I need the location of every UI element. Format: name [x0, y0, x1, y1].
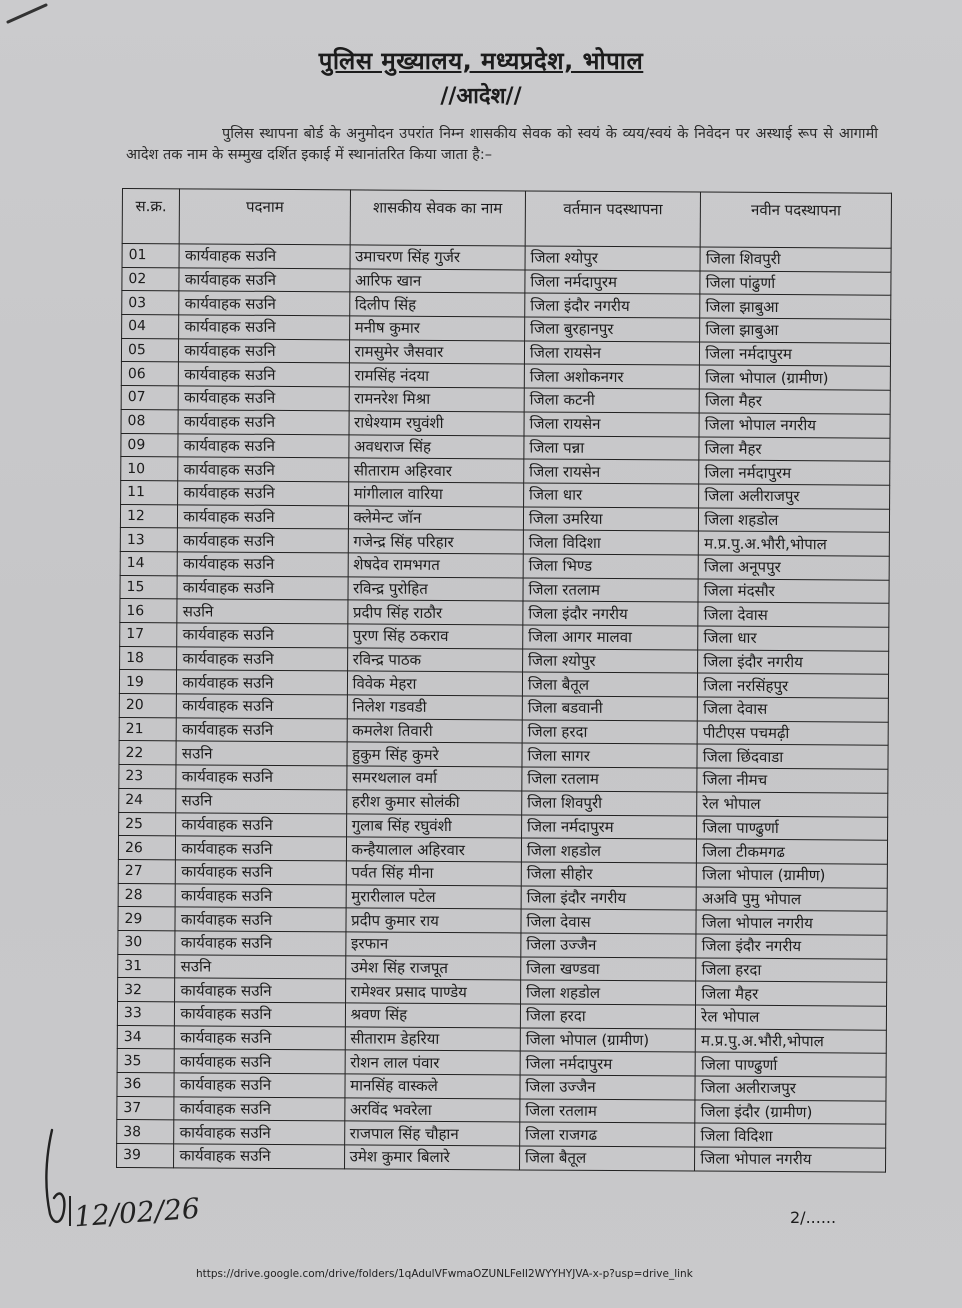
cell-serial: 25	[119, 812, 177, 836]
cell-new-posting: जिला भोपाल नगरीय	[699, 413, 890, 438]
cell-employee-name: पर्वत सिंह मीना	[346, 861, 521, 886]
cell-designation: कार्यवाहक सउनि	[178, 457, 348, 482]
cell-employee-name: विवेक मेहरा	[347, 671, 522, 696]
cell-current-posting: जिला रायसेन	[524, 412, 699, 437]
cell-serial: 09	[121, 433, 179, 457]
cell-new-posting: जिला अनूपपुर	[698, 555, 889, 580]
cell-new-posting: रेल भोपाल	[696, 1005, 887, 1030]
cell-designation: कार्यवाहक सउनि	[177, 670, 347, 695]
cell-serial: 03	[122, 291, 180, 315]
cell-serial: 31	[118, 954, 176, 978]
cell-current-posting: जिला श्योपुर	[525, 246, 700, 271]
cell-new-posting: जिला भोपाल नगरीय	[696, 910, 887, 935]
cell-new-posting: जिला देवास	[698, 602, 889, 627]
cell-current-posting: जिला धार	[523, 483, 698, 508]
table-row	[117, 1144, 886, 1172]
cell-new-posting: जिला शहडोल	[699, 508, 890, 533]
cell-employee-name: राधेश्याम रघुवंशी	[349, 411, 524, 436]
cell-employee-name: राजपाल सिंह चौहान	[344, 1121, 519, 1146]
cell-current-posting: जिला उज्जैन	[521, 933, 696, 958]
cell-employee-name: मानसिंह वास्कले	[345, 1074, 520, 1099]
page-number: 2/......	[790, 1208, 837, 1227]
cell-new-posting: जिला इंदौर नगरीय	[696, 934, 887, 959]
cell-employee-name: समरथलाल वर्मा	[346, 766, 521, 791]
cell-current-posting: जिला शहडोल	[521, 838, 696, 863]
document-subtitle: //आदेश//	[440, 84, 522, 109]
cell-designation: कार्यवाहक सउनि	[175, 1002, 345, 1027]
cell-employee-name: मांगीलाल वारिया	[348, 482, 523, 507]
cell-employee-name: हुकुम सिंह कुमरे	[347, 742, 522, 767]
cell-serial: 08	[121, 409, 179, 433]
cell-current-posting: जिला विदिशा	[523, 530, 698, 555]
cell-serial: 32	[118, 978, 176, 1002]
cell-employee-name: सीताराम अहिरवार	[348, 458, 523, 483]
cell-designation: कार्यवाहक सउनि	[176, 836, 346, 861]
cell-current-posting: जिला उज्जैन	[520, 1075, 695, 1100]
cell-employee-name: दिलीप सिंह	[349, 292, 524, 317]
cell-current-posting: जिला इंदौर नगरीय	[525, 293, 700, 318]
cell-new-posting: जिला अलीराजपुर	[699, 484, 890, 509]
cell-employee-name: रामनरेश मिश्रा	[349, 387, 524, 412]
cell-designation: कार्यवाहक सउनि	[174, 1120, 344, 1145]
cell-current-posting: जिला देवास	[521, 909, 696, 934]
cell-employee-name: रामसिंह नंदया	[349, 363, 524, 388]
cell-current-posting: जिला नर्मदापुरम	[525, 270, 700, 295]
signature-date: 12/02/26	[73, 1191, 201, 1234]
cell-new-posting: म.प्र.पु.अ.भौरी,भोपाल	[695, 1029, 886, 1054]
cell-employee-name: रामेश्वर प्रसाद पाण्डेय	[345, 979, 520, 1004]
cell-employee-name: अरविंद भवरेला	[344, 1098, 519, 1123]
cell-current-posting: जिला हरदा	[522, 720, 697, 745]
cell-designation: कार्यवाहक सउनि	[178, 528, 348, 553]
cell-serial: 28	[118, 883, 176, 907]
cell-current-posting: जिला कटनी	[524, 388, 699, 413]
cell-employee-name: हरीश कुमार सोलंकी	[346, 790, 521, 815]
cell-current-posting: जिला शिवपुरी	[522, 791, 697, 816]
cell-current-posting: जिला शहडोल	[520, 980, 695, 1005]
cell-designation: कार्यवाहक सउनि	[177, 623, 347, 648]
cell-serial: 17	[120, 622, 178, 646]
cell-employee-name: इरफान	[345, 932, 520, 957]
cell-new-posting: जिला पाण्ढुर्णा	[695, 1052, 886, 1077]
cell-new-posting: जिला झाबुआ	[700, 294, 891, 319]
cell-current-posting: जिला नर्मदापुरम	[520, 1051, 695, 1076]
cell-designation: कार्यवाहक सउनि	[175, 1049, 345, 1074]
cell-employee-name: निलेश गडवडी	[347, 695, 522, 720]
cell-serial: 10	[121, 457, 179, 481]
cell-current-posting: जिला उमरिया	[523, 507, 698, 532]
cell-current-posting: जिला इंदौर नगरीय	[521, 886, 696, 911]
document-title: पुलिस मुख्यालय, मध्यप्रदेश, भोपाल	[318, 47, 644, 75]
cell-serial: 23	[119, 765, 177, 789]
cell-new-posting: जिला पांढुर्णा	[700, 271, 891, 296]
cell-current-posting: जिला रतलाम	[523, 578, 698, 603]
cell-serial: 35	[117, 1049, 175, 1073]
cell-employee-name: कमलेश तिवारी	[347, 719, 522, 744]
cell-new-posting: जिला भोपाल (ग्रामीण)	[700, 365, 891, 390]
cell-current-posting: जिला रायसेन	[524, 459, 699, 484]
cell-serial: 37	[117, 1096, 175, 1120]
cell-new-posting: जिला भोपाल (ग्रामीण)	[697, 863, 888, 888]
cell-serial: 39	[117, 1144, 175, 1168]
cell-designation: कार्यवाहक सउनि	[177, 694, 347, 719]
cell-new-posting: जिला नर्मदापुरम	[699, 460, 890, 485]
cell-current-posting: जिला हरदा	[520, 1004, 695, 1029]
cell-new-posting: रेल भोपाल	[697, 792, 888, 817]
cell-serial: 19	[119, 670, 177, 694]
cell-serial: 38	[117, 1120, 175, 1144]
cell-employee-name: उमेश कुमार बिलारे	[344, 1145, 519, 1170]
order-intro-paragraph: पुलिस स्थापना बोर्ड के अनुमोदन उपरांत निम्न शासकीय सेवक को स्वयं के व्यय/स्वयं के निवेदन पर अस्थाई रूप से आगामी आदेश तक नाम के सम्मुख दर्शित इकाई में स्थानांतरित किया जाता है:–	[126, 126, 878, 163]
cell-current-posting: जिला अशोकनगर	[524, 364, 699, 389]
cell-new-posting: जिला नर्मदापुरम	[700, 342, 891, 367]
cell-designation: कार्यवाहक सउनि	[177, 718, 347, 743]
cell-designation: कार्यवाहक सउनि	[179, 339, 349, 364]
header-employee-name: शासकीय सेवक का नाम	[350, 190, 526, 246]
cell-serial: 24	[119, 788, 177, 812]
cell-serial: 27	[118, 859, 176, 883]
table-body	[117, 244, 892, 1172]
header-designation: पदनाम	[180, 189, 351, 245]
cell-serial: 06	[121, 362, 179, 386]
cell-current-posting: जिला आगर मालवा	[523, 625, 698, 650]
cell-designation: कार्यवाहक सउनि	[175, 978, 345, 1003]
cell-employee-name: शेषदेव रामभगत	[348, 553, 523, 578]
cell-current-posting: जिला इंदौर नगरीय	[523, 601, 698, 626]
cell-designation: कार्यवाहक सउनि	[175, 907, 345, 932]
cell-employee-name: श्रवण सिंह	[345, 1003, 520, 1028]
cell-serial: 02	[122, 267, 180, 291]
cell-current-posting: जिला बैतूल	[522, 672, 697, 697]
cell-new-posting: जिला इंदौर नगरीय	[698, 650, 889, 675]
cell-designation: कार्यवाहक सउनि	[178, 552, 348, 577]
cell-designation: कार्यवाहक सउनि	[178, 481, 348, 506]
cell-designation: कार्यवाहक सउनि	[176, 860, 346, 885]
cell-designation: कार्यवाहक सउनि	[179, 362, 349, 387]
cell-new-posting: जिला शिवपुरी	[700, 247, 891, 272]
transfer-table	[116, 188, 892, 1172]
cell-designation: कार्यवाहक सउनि	[175, 1026, 345, 1051]
cell-current-posting: जिला नर्मदापुरम	[521, 814, 696, 839]
cell-designation: सउनि	[176, 741, 346, 766]
cell-designation: कार्यवाहक सउनि	[179, 315, 349, 340]
cell-serial: 07	[121, 386, 179, 410]
cell-new-posting: जिला इंदौर (ग्रामीण)	[695, 1100, 886, 1125]
cell-employee-name: रविन्द्र पुरोहित	[348, 577, 523, 602]
cell-serial: 34	[117, 1025, 175, 1049]
pen-stroke-mark	[6, 2, 50, 24]
cell-serial: 26	[118, 836, 176, 860]
cell-serial: 20	[119, 694, 177, 718]
cell-designation: कार्यवाहक सउनि	[177, 647, 347, 672]
cell-serial: 33	[117, 1001, 175, 1025]
cell-designation: कार्यवाहक सउनि	[179, 244, 349, 269]
cell-designation: कार्यवाहक सउनि	[179, 268, 349, 293]
cell-employee-name: गुलाब सिंह रघुवंशी	[346, 813, 521, 838]
cell-current-posting: जिला रतलाम	[522, 767, 697, 792]
cell-current-posting: जिला रायसेन	[524, 341, 699, 366]
cell-serial: 36	[117, 1073, 175, 1097]
cell-designation: कार्यवाहक सउनि	[176, 883, 346, 908]
cell-serial: 04	[122, 315, 180, 339]
drive-link[interactable]: https://drive.google.com/drive/folders/1qAdulVFwmaOZUNLFeII2WYYHYJVA-x-p?usp=drive_link	[196, 1268, 693, 1280]
cell-employee-name: रोशन लाल पंवार	[345, 1050, 520, 1075]
header-serial: स.क्र.	[122, 189, 180, 244]
cell-current-posting: जिला भिण्ड	[523, 554, 698, 579]
cell-employee-name: सीताराम डेहरिया	[345, 1027, 520, 1052]
cell-serial: 21	[119, 717, 177, 741]
cell-new-posting: म.प्र.पु.अ.भौरी,भोपाल	[699, 531, 890, 556]
cell-new-posting: जिला छिंदवाडा	[697, 744, 888, 769]
cell-employee-name: गजेन्द्र सिंह परिहार	[348, 529, 523, 554]
cell-serial: 29	[118, 907, 176, 931]
cell-serial: 18	[120, 646, 178, 670]
cell-employee-name: प्रदीप कुमार राय	[346, 908, 521, 933]
cell-designation: कार्यवाहक सउनि	[178, 504, 348, 529]
cell-current-posting: जिला बैतूल	[519, 1146, 694, 1171]
cell-current-posting: जिला सागर	[522, 743, 697, 768]
cell-designation: कार्यवाहक सउनि	[178, 433, 348, 458]
cell-employee-name: रविन्द्र पाठक	[347, 648, 522, 673]
cell-employee-name: मुरारीलाल पटेल	[346, 884, 521, 909]
cell-new-posting: जिला धार	[698, 626, 889, 651]
cell-new-posting: जिला टीकमगढ	[697, 839, 888, 864]
cell-new-posting: जिला विदिशा	[695, 1123, 886, 1148]
cell-current-posting: जिला श्योपुर	[522, 649, 697, 674]
cell-new-posting: जिला मैहर	[696, 981, 887, 1006]
cell-current-posting: जिला खण्डवा	[521, 957, 696, 982]
cell-employee-name: उमाचरण सिंह गुर्जर	[350, 245, 525, 270]
cell-employee-name: अवधराज सिंह	[348, 434, 523, 459]
cell-serial: 12	[120, 504, 178, 528]
cell-new-posting: जिला नीमच	[697, 768, 888, 793]
cell-serial: 11	[121, 480, 179, 504]
cell-current-posting: जिला बडवानी	[522, 696, 697, 721]
cell-new-posting: जिला अलीराजपुर	[695, 1076, 886, 1101]
header-new-posting: नवीन पदस्थापना	[700, 192, 891, 248]
cell-new-posting: जिला झाबुआ	[700, 318, 891, 343]
cell-designation: कार्यवाहक सउनि	[174, 1097, 344, 1122]
cell-designation: कार्यवाहक सउनि	[176, 765, 346, 790]
cell-new-posting: अअवि पुमु भोपाल	[696, 887, 887, 912]
cell-new-posting: जिला नरसिंहपुर	[698, 673, 889, 698]
cell-serial: 01	[122, 244, 180, 268]
cell-current-posting: जिला सीहोर	[521, 862, 696, 887]
cell-serial: 16	[120, 599, 178, 623]
cell-designation: कार्यवाहक सउनि	[179, 386, 349, 411]
cell-serial: 30	[118, 930, 176, 954]
cell-employee-name: आरिफ खान	[349, 269, 524, 294]
cell-serial: 15	[120, 575, 178, 599]
cell-new-posting: जिला हरदा	[696, 958, 887, 983]
cell-employee-name: क्लेमेन्ट जॉन	[348, 505, 523, 530]
cell-employee-name: मनीष कुमार	[349, 316, 524, 341]
cell-current-posting: जिला भोपाल (ग्रामीण)	[520, 1028, 695, 1053]
cell-current-posting: जिला पन्ना	[524, 435, 699, 460]
cell-designation: सउनि	[175, 954, 345, 979]
cell-employee-name: प्रदीप सिंह राठौर	[347, 600, 522, 625]
cell-current-posting: जिला राजगढ	[520, 1122, 695, 1147]
cell-employee-name: पुरण सिंह ठकराव	[347, 624, 522, 649]
cell-current-posting: जिला बुरहानपुर	[525, 317, 700, 342]
cell-designation: कार्यवाहक सउनि	[178, 410, 348, 435]
cell-new-posting: जिला पाण्ढुर्णा	[697, 816, 888, 841]
cell-designation: कार्यवाहक सउनि	[176, 812, 346, 837]
cell-new-posting: जिला भोपाल नगरीय	[695, 1147, 886, 1172]
cell-designation: कार्यवाहक सउनि	[174, 1073, 344, 1098]
cell-current-posting: जिला रतलाम	[520, 1099, 695, 1124]
cell-employee-name: रामसुमेर जैसवार	[349, 340, 524, 365]
cell-new-posting: पीटीएस पचमढ़ी	[697, 721, 888, 746]
cell-new-posting: जिला मैहर	[699, 437, 890, 462]
cell-new-posting: जिला मैहर	[699, 389, 890, 414]
cell-designation: कार्यवाहक सउनि	[175, 931, 345, 956]
cell-employee-name: उमेश सिंह राजपूत	[345, 956, 520, 981]
cell-designation: कार्यवाहक सउनि	[174, 1144, 344, 1169]
cell-serial: 14	[120, 551, 178, 575]
cell-serial: 05	[121, 338, 179, 362]
cell-serial: 13	[120, 528, 178, 552]
cell-designation: सउनि	[176, 789, 346, 814]
cell-designation: सउनि	[177, 599, 347, 624]
cell-designation: कार्यवाहक सउनि	[177, 575, 347, 600]
cell-new-posting: जिला देवास	[698, 697, 889, 722]
header-current-posting: वर्तमान पदस्थापना	[525, 191, 701, 247]
table-header-row	[122, 189, 891, 249]
cell-serial: 22	[119, 741, 177, 765]
cell-designation: कार्यवाहक सउनि	[179, 291, 349, 316]
cell-new-posting: जिला मंदसौर	[698, 579, 889, 604]
cell-employee-name: कन्हैयालाल अहिरवार	[346, 837, 521, 862]
